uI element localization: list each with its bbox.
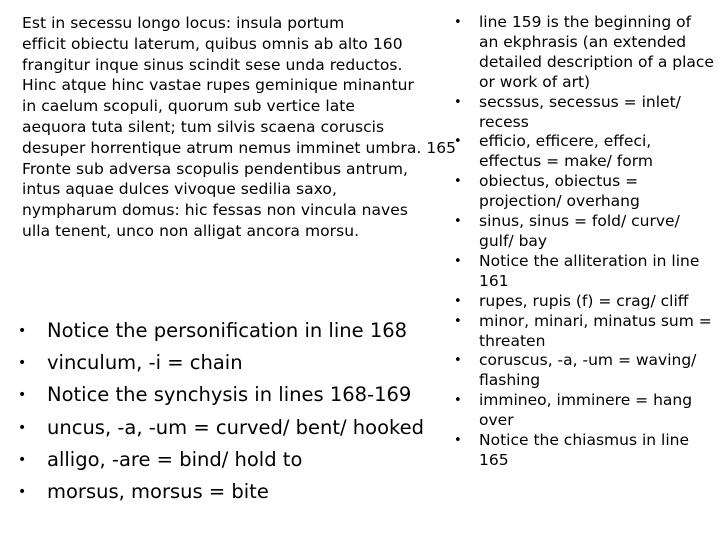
list-item	[18, 476, 438, 508]
note-text: rupes, rupis (f) = crag/ cliff	[479, 291, 689, 310]
note-text: coruscus, -a, -um = waving/ flashing	[479, 351, 697, 390]
note-text: secssus, secessus = inlet/ recess	[479, 92, 681, 131]
list-item	[448, 13, 714, 93]
list-item	[18, 379, 438, 411]
note-text: efficio, efficere, effeci, effectus = make/ form	[479, 132, 653, 171]
list-item	[448, 312, 714, 352]
note-text: alligo, -are = bind/ hold to	[47, 447, 303, 471]
note-text: Notice the chiasmus in line 165	[479, 431, 689, 469]
note-text: line 159 is the beginning of an ekphrasis (an extended detailed description of a place or work of art)	[479, 13, 714, 91]
latin-line: frangitur inque sinus scindit sese unda reductos.	[22, 55, 403, 74]
note-text: uncus, -a, -um = curved/ bent/ hooked	[47, 415, 424, 439]
list-item	[448, 252, 714, 292]
latin-line: aequora tuta silent; tum silvis scaena coruscis	[22, 117, 385, 136]
list-item	[18, 412, 438, 444]
bullet-icon: •	[454, 253, 462, 269]
note-text: obiectus, obiectus = projection/ overhang	[479, 172, 640, 211]
note-text: Notice the synchysis in lines 168-169	[47, 383, 412, 407]
latin-line: Est in secessu longo locus: insula portum	[22, 14, 345, 32]
list-item	[448, 93, 714, 133]
list-item	[18, 347, 438, 379]
note-text: Notice the personification in line 168	[47, 319, 408, 342]
latin-line: desuper horrentique atrum nemus imminet umbra. 165	[22, 138, 457, 157]
bullet-icon: •	[454, 393, 462, 409]
bullet-icon: •	[454, 214, 462, 230]
latin-line: Hinc atque hinc vastae rupes geminique minantur	[22, 76, 414, 95]
bullet-icon: •	[454, 353, 462, 369]
note-text: Notice the alliteration in line 161	[479, 251, 700, 290]
latin-line: nympharum domus: hic fessas non vincula naves	[22, 201, 408, 220]
bullet-icon: •	[454, 293, 462, 309]
list-item	[448, 132, 714, 172]
note-text: morsus, morsus = bite	[47, 480, 269, 504]
list-item	[448, 351, 714, 391]
list-item	[18, 315, 438, 347]
latin-passage	[22, 13, 482, 242]
note-text: vinculum, -i = chain	[47, 351, 243, 375]
latin-line: efficit obiectu laterum, quibus omnis ab alto 160	[22, 34, 403, 53]
latin-line: Fronte sub adversa scopulis pendentibus antrum,	[22, 159, 409, 178]
latin-line: intus aquae dulces vivoque sedilia saxo,	[22, 180, 337, 199]
list-item	[18, 444, 438, 476]
bullet-icon: •	[18, 451, 27, 468]
note-text: sinus, sinus = fold/ curve/ gulf/ bay	[479, 212, 680, 250]
bullet-icon: •	[454, 94, 462, 110]
bullet-icon: •	[18, 323, 27, 339]
bullet-icon: •	[454, 313, 462, 329]
bullet-icon: •	[454, 15, 462, 30]
list-item	[448, 212, 714, 252]
list-item	[448, 172, 714, 212]
bullet-icon: •	[454, 134, 462, 150]
note-text: immineo, imminere = hang over	[479, 391, 693, 430]
note-text: minor, minari, minatus sum = threaten	[479, 311, 712, 350]
latin-line: in caelum scopuli, quorum sub vertice late	[22, 97, 355, 116]
list-item	[448, 431, 714, 471]
latin-line: ulla tenent, unco non alligat ancora morsu.	[22, 221, 360, 240]
bullet-icon: •	[454, 433, 462, 449]
list-item	[448, 292, 714, 312]
bottom-notes-list	[18, 315, 438, 508]
bullet-icon: •	[454, 174, 462, 190]
bullet-icon: •	[18, 419, 27, 436]
bullet-icon: •	[18, 387, 27, 404]
list-item	[448, 391, 714, 431]
bullet-icon: •	[18, 484, 27, 501]
bullet-icon: •	[18, 355, 27, 372]
side-notes-list	[448, 13, 714, 471]
